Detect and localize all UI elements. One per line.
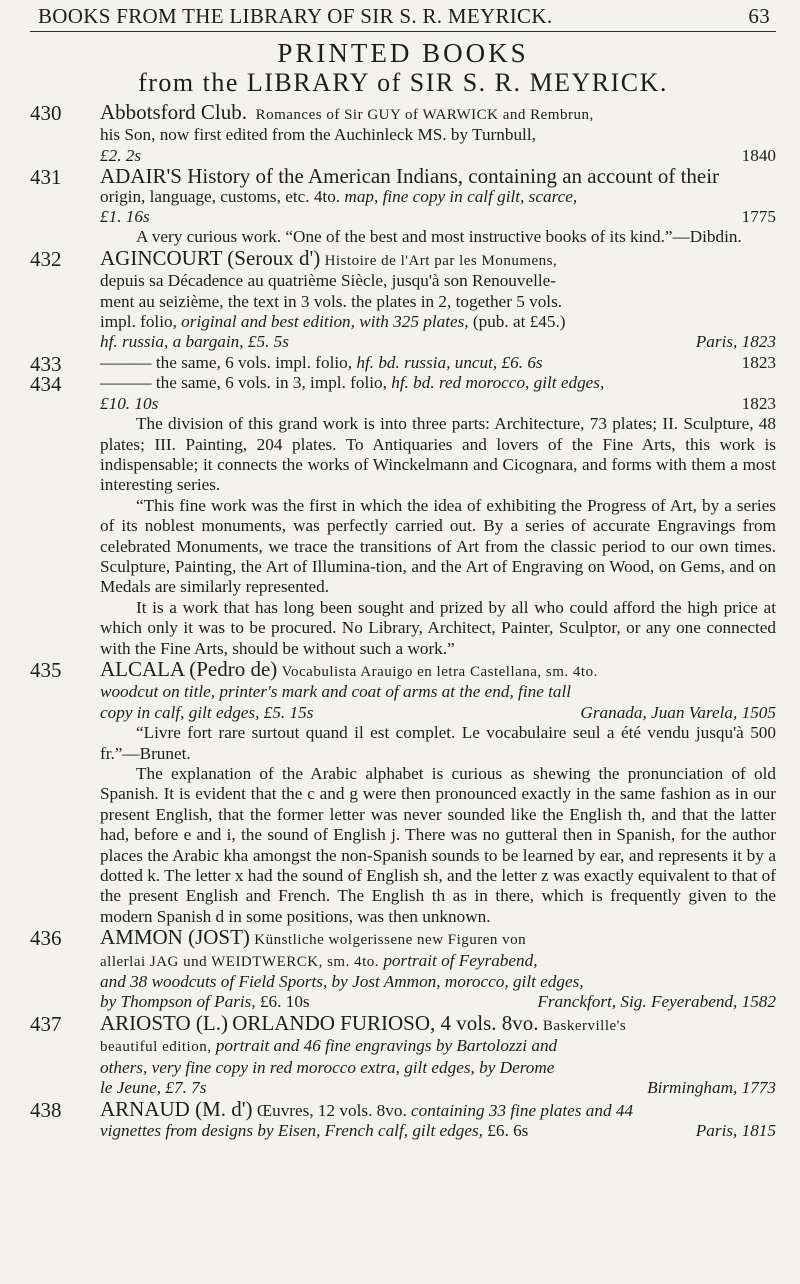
entry-number: 436 <box>30 926 62 951</box>
entry-date: 1840 <box>741 145 776 165</box>
entry-price: £6. 6s <box>487 1120 529 1140</box>
entry-price: £5. 15s <box>263 702 314 722</box>
entry-quote: “This fine work was the first in which the idea of exhibiting the Progress of Art, by a series of its noblest monuments, was perfectly carried out. By a series of accurate Engravings from celebrated Monuments, we trace the transitions of Art from the classic period to our own times. Sculpture, Painting, the Art of Illumina-tion, and the Art of Engraving on Wood, on Gems, and on Medals are similarly represented. <box>100 495 776 597</box>
entry-edition-name: Baskerville's <box>542 1017 627 1034</box>
entry-published: (pub. at £45.) <box>472 312 566 332</box>
entry-number: 435 <box>30 657 62 682</box>
entry-description: origin, language, customs, etc. 4to. <box>100 186 341 206</box>
entry-price: £1. 16s <box>100 207 150 227</box>
entry-place: Paris, 1823 <box>695 332 776 352</box>
entry-condition: hf. russia, a bargain, <box>100 332 244 352</box>
entry-place: Birmingham, 1773 <box>647 1078 776 1098</box>
entry-number: 430 <box>30 101 62 125</box>
entry-title: Vocabulista Arauigo en letra Castellana, sm. 4to. <box>281 663 598 680</box>
catalogue-entry-431 <box>30 166 776 248</box>
entry-quote-cont: It is a work that has long been sought and prized by all who could afford the high price at which only it was to be procured. No Library, Architect, Painter, Sculptor, or any one connected with the Fine Arts, should be without such a work.” <box>100 597 776 658</box>
entry-condition: hf. bd. russia, uncut, <box>356 352 498 372</box>
entry-binder: by Thompson of Paris, <box>100 992 256 1012</box>
entry-edition: beautiful edition, <box>100 1039 212 1056</box>
catalogue-entry-437 <box>30 1010 776 1099</box>
running-head <box>30 4 776 32</box>
page-number: 63 <box>748 4 770 28</box>
entry-number: 434 <box>30 372 62 397</box>
entry-price: £5. 5s <box>247 332 289 352</box>
entry-condition: copy in calf, gilt edges, <box>100 702 260 722</box>
entry-number: 431 <box>30 165 62 190</box>
entry-date: 1823 <box>741 393 776 413</box>
entry-heading: ARNAUD (M. d') <box>100 1096 253 1121</box>
entry-price: £2. 2s <box>100 145 142 165</box>
catalogue-entry-435 <box>30 656 776 927</box>
entry-price: £6. 10s <box>259 992 310 1012</box>
catalogue-entry-438 <box>30 1096 776 1142</box>
entry-place: Paris, 1815 <box>695 1120 776 1140</box>
entry-place: Granada, Juan Varela, 1505 <box>580 702 776 722</box>
entry-number: 432 <box>30 246 62 271</box>
entry-title: Histoire de l'Art par les Monumens, <box>324 252 558 269</box>
entry-number: 438 <box>30 1097 62 1122</box>
entry-title: Romances of Sir GUY of WARWICK and Rembrun, <box>255 107 594 123</box>
entry-description: woodcut on title, printer's mark and coat of arms at the end, fine tall <box>100 682 572 702</box>
ditto-dash: ——— <box>100 352 152 372</box>
entry-condition: hf. bd. red morocco, gilt edges, <box>391 373 605 393</box>
entry-heading: Abbotsford Club. <box>100 100 247 124</box>
catalogue-entry-432 <box>30 245 776 353</box>
entry-price: £6. 6s <box>501 352 543 372</box>
entry-description: containing 33 fine plates and 44 <box>411 1100 634 1120</box>
entry-heading: AMMON (JOST) <box>100 925 250 950</box>
catalogue-entry-436 <box>30 927 776 1013</box>
entry-note: The explanation of the Arabic alphabet is curious as shewing the pronunciation of old Spanish. It is evident that the c and g were then pronounced exactly in the same fashion as in our present English, that the former letter was never sounded like the English th, and that the latter had, before e and i, the sound of English j. There was no gutteral then in Spanish, for the author places the Arabic kha amongst the non-Spanish sounds to be learned by ear, and represents it by a dotted k. The letter x had the sound of English sh, and the letter z was exactly equivalent to that of the present English and French. The English th as in there, which is frequently given to the modern Spanish d in some positions, was then unknown. <box>100 764 776 926</box>
entry-note: The division of this grand work is into three parts: Architecture, 73 plates; II. Sculpture, 48 plates; III. Painting, 204 plates. To Antiquaries and lovers of the Fine Arts, this work is indispensable; it connects the works of Winckelmann and Cicognara, and forms with them a most interesting series. <box>100 414 776 495</box>
entry-note: A very curious work. “One of the best and most instructive books of its kind.”—Dibdin. <box>136 227 742 247</box>
catalogue-entry-430 <box>30 102 776 166</box>
entry-price: £7. 7s <box>165 1078 207 1098</box>
entry-description: portrait and 46 fine engravings by Bartolozzi and <box>215 1036 558 1056</box>
section-title: PRINTED BOOKS <box>277 38 529 68</box>
section-subtitle: from the LIBRARY of SIR S. R. MEYRICK. <box>138 68 668 97</box>
entry-edition: original and best edition, with 325 plates, <box>181 312 469 332</box>
entry-number: 433 <box>30 351 62 376</box>
entry-heading: ARIOSTO (L.) <box>100 1010 228 1035</box>
entry-number: 437 <box>30 1011 62 1036</box>
entry-title: ORLANDO FURIOSO, 4 vols. 8vo. <box>232 1010 539 1035</box>
entry-place: Franckfort, Sig. Feyerabend, 1582 <box>537 992 776 1012</box>
entry-description-cont: vignettes from designs by Eisen, French calf, gilt edges, <box>100 1120 483 1140</box>
entry-description-cont: ment au seizième, the text in 3 vols. the plates in 2, together 5 vols. <box>100 291 563 311</box>
entry-binder: le Jeune, <box>100 1078 162 1098</box>
entry-heading: ADAIR'S History of the American Indians, containing an account of their <box>100 164 720 189</box>
entry-date: 1823 <box>741 352 776 372</box>
entry-heading: AGINCOURT (Seroux d') <box>100 245 321 270</box>
entry-description: the same, 6 vols. in 3, impl. folio, <box>155 373 387 393</box>
entry-title: Œuvres, 12 vols. 8vo. <box>256 1100 407 1120</box>
entry-description-cont: others, very fine copy in red morocco extra, gilt edges, by Derome <box>100 1057 555 1077</box>
entry-description: the same, 6 vols. impl. folio, <box>155 352 353 372</box>
entry-description: portrait of Feyrabend, <box>383 950 538 970</box>
entry-description-cont: and 38 woodcuts of Field Sports, by Jost Ammon, morocco, gilt edges, <box>100 972 584 992</box>
entry-description: his Son, now first edited from the Auchinleck MS. by Turnbull, <box>100 125 536 145</box>
entry-date: 1775 <box>741 207 776 227</box>
entry-price: £10. 10s <box>100 393 159 413</box>
catalogue-entry-433 <box>30 351 776 376</box>
entry-format: impl. folio, <box>100 312 177 332</box>
entry-quote: “Livre fort rare surtout quand il est complet. Le vocabulaire seul a été vendu jusqu'à 500 fr.”—Brunet. <box>100 723 776 763</box>
running-head-title: BOOKS FROM THE LIBRARY OF SIR S. R. MEYRICK. <box>38 4 553 28</box>
ditto-dash: ——— <box>100 373 152 393</box>
entry-heading: ALCALA (Pedro de) <box>100 656 278 681</box>
entry-title: Künstliche wolgerissene new Figuren von <box>254 932 527 949</box>
catalogue-entry-434 <box>30 373 776 659</box>
entry-condition: map, fine copy in calf gilt, scarce, <box>344 186 578 206</box>
entry-title-cont: allerlai JAG und WEIDTWERCK, sm. 4to. <box>100 953 380 970</box>
entry-description: depuis sa Décadence au quatrième Siècle, jusqu'à son Renouvelle- <box>100 271 557 291</box>
